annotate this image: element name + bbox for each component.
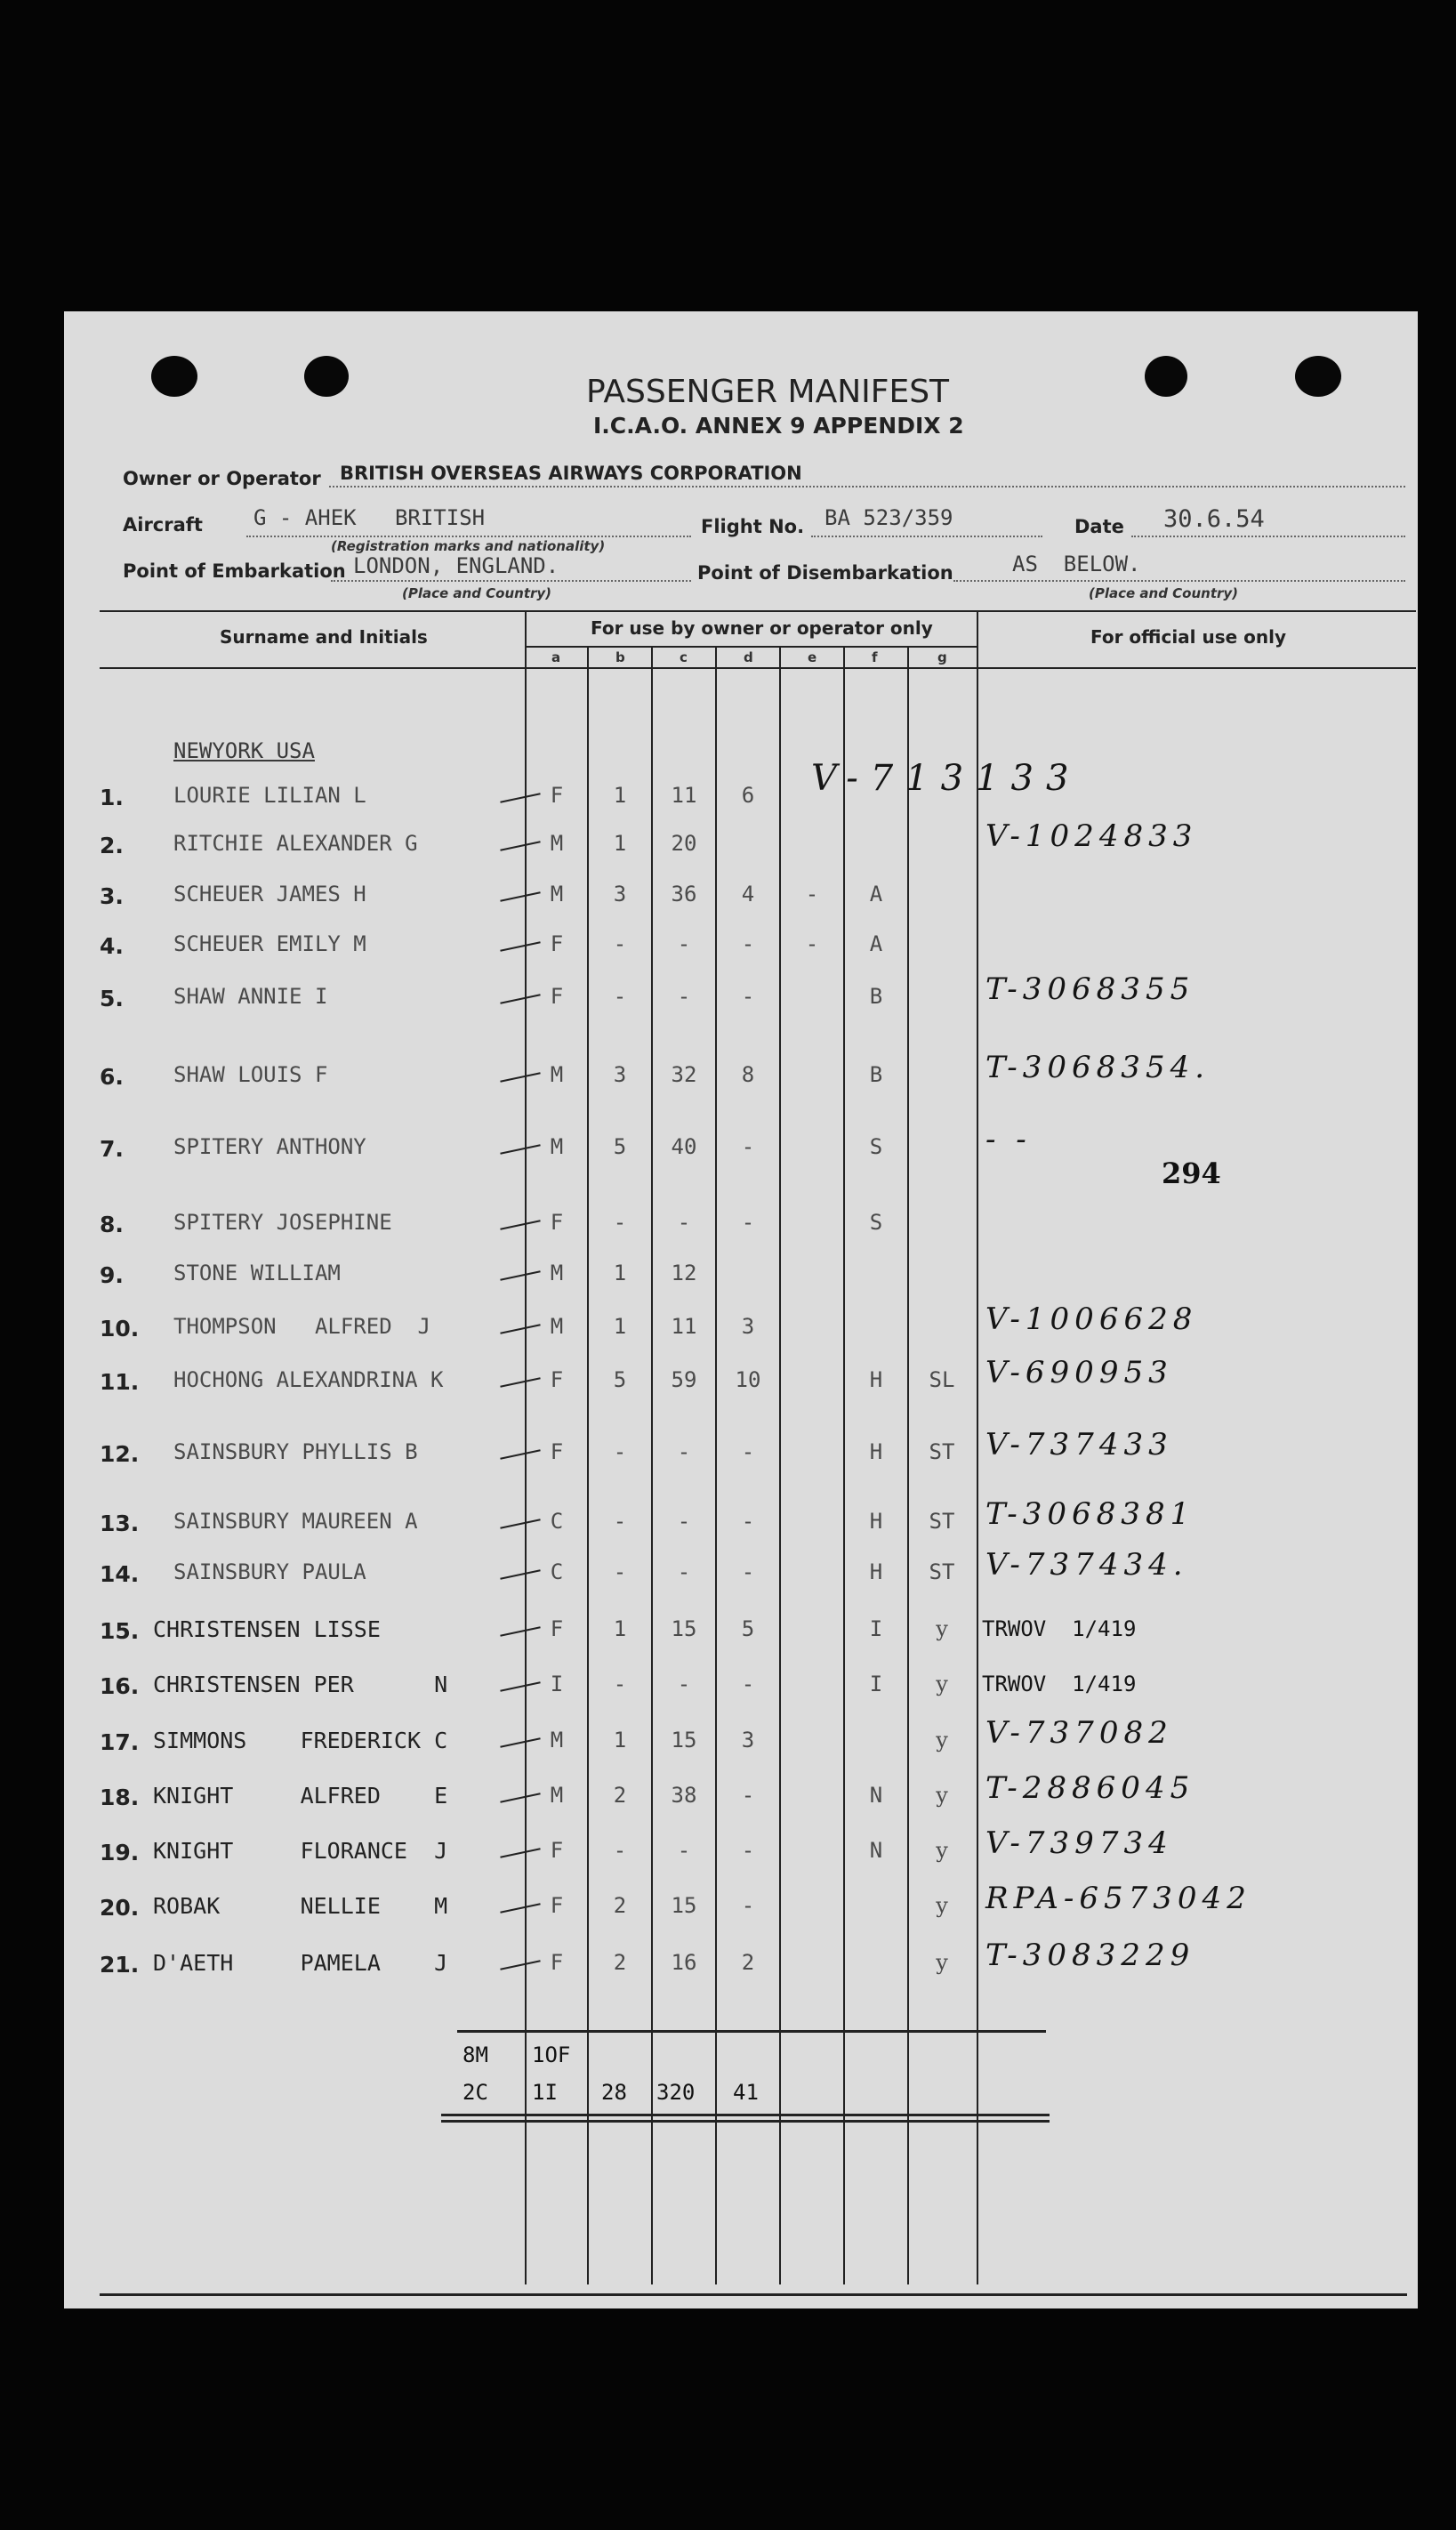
table-header-bottom-border [100,667,1416,669]
subcol-c: c [680,649,688,665]
cell-a: M [550,1134,564,1159]
embark-value: LONDON, ENGLAND. [353,553,559,578]
page-title: PASSENGER MANIFEST [586,374,950,410]
cell-a: M [550,1783,564,1808]
row-number: 12. [100,1441,140,1467]
row-number: 16. [100,1673,140,1699]
cell-d: 4 [741,882,755,906]
cell-a: M [550,831,564,856]
subcol-e: e [808,649,817,665]
cell-b: 3 [613,1062,627,1087]
cell-a: F [550,1210,564,1235]
cell-d: - [741,1838,755,1863]
cell-c: - [677,1210,691,1235]
official-use-entry: T-3068355 [985,971,1195,1007]
cell-g: ST [929,1509,955,1534]
subcol-g: g [937,649,947,665]
cell-b: 1 [613,831,627,856]
cell-b: 1 [613,1616,627,1641]
passenger-name: ROBAK NELLIE M [153,1893,448,1919]
totals-line1-b: 1OF [532,2043,571,2067]
disembark-note: (Place and Country) [1089,585,1239,601]
punch-hole-4 [1295,356,1341,397]
cell-b: 2 [613,1950,627,1975]
row-number: 21. [100,1952,140,1978]
official-use-entry: - - [985,1122,1032,1157]
cell-f: H [869,1439,883,1464]
passenger-name: SHAW LOUIS F [173,1062,328,1087]
totals-double-line-1 [441,2114,1050,2116]
cell-d: - [741,1672,755,1696]
cell-b: 2 [613,1783,627,1808]
disembark-value: AS BELOW. [1012,552,1141,576]
cell-e: - [805,882,819,906]
cell-f: S [869,1210,883,1235]
cell-c: 38 [671,1783,697,1808]
subcol-b: b [615,649,625,665]
cell-c: 15 [671,1728,697,1752]
cell-e: - [805,931,819,956]
cell-b: - [613,1838,627,1863]
owner-value: BRITISH OVERSEAS AIRWAYS CORPORATION [340,463,802,484]
cell-b: 1 [613,1728,627,1752]
passenger-name: LOURIE LILIAN L [173,783,366,808]
disembark-label: Point of Disembarkation [697,562,953,584]
cell-c: 20 [671,831,697,856]
aircraft-value: G - AHEK BRITISH [253,505,486,530]
totals-double-line-2 [441,2120,1050,2123]
cell-c: 15 [671,1893,697,1918]
owner-dotted-line [329,486,1405,487]
col-line-fg [907,648,909,2284]
disembark-dotted-line [953,580,1405,582]
cell-c: - [677,1439,691,1464]
passenger-name: KNIGHT ALFRED E [153,1783,448,1809]
row-number: 3. [100,883,124,909]
cell-c: 11 [671,783,697,808]
flight-label: Flight No. [701,516,805,537]
row-number: 7. [100,1136,124,1162]
cell-d: 8 [741,1062,755,1087]
date-label: Date [1074,516,1124,537]
owner-label: Owner or Operator [123,468,321,489]
header-official-use: For official use only [1090,626,1287,648]
official-use-entry: T-3068381 [985,1496,1195,1532]
totals-line2-b: 1I [532,2080,558,2105]
official-use-entry: TRWOV 1/419 [982,1616,1137,1641]
cell-f: S [869,1134,883,1159]
cell-d: - [741,1783,755,1808]
cell-g: SL [929,1367,955,1392]
official-use-entry: T-2886045 [985,1770,1195,1806]
embark-note: (Place and Country) [402,585,552,601]
cell-a: M [550,1261,564,1285]
section-heading: NEWYORK USA [173,738,315,763]
cell-g: y [936,1783,948,1808]
cell-c: - [677,1559,691,1584]
cell-c: - [677,984,691,1009]
cell-a: F [550,783,564,808]
cell-c: 59 [671,1367,697,1392]
totals-line2-a: 2C [463,2080,488,2105]
cell-b: - [613,1210,627,1235]
cell-c: 12 [671,1261,697,1285]
passenger-name: KNIGHT FLORANCE J [153,1838,448,1864]
cell-b: 5 [613,1367,627,1392]
aircraft-dotted-line [246,536,691,537]
cell-c: 16 [671,1950,697,1975]
passenger-name: SPITERY JOSEPHINE [173,1210,392,1235]
passenger-name: RITCHIE ALEXANDER G [173,831,418,856]
header-surname: Surname and Initials [220,626,428,648]
cell-c: 15 [671,1616,697,1641]
row-number: 13. [100,1511,140,1536]
cell-b: 1 [613,1261,627,1285]
official-use-entry: T-3068354. [985,1050,1211,1085]
cell-g: ST [929,1559,955,1584]
cell-f: B [869,1062,883,1087]
cell-b: - [613,1672,627,1696]
cell-a: M [550,1728,564,1752]
row-number: 19. [100,1840,140,1865]
cell-a: F [550,1367,564,1392]
row-number: 11. [100,1369,140,1395]
cell-a: F [550,1950,564,1975]
passenger-name: STONE WILLIAM [173,1261,341,1285]
cell-a: M [550,1314,564,1339]
official-use-entry: V-1024833 [985,818,1198,854]
row-number: 4. [100,933,124,959]
cell-d: - [741,1134,755,1159]
cell-c: 36 [671,882,697,906]
header-owner-use: For use by owner or operator only [591,617,933,639]
official-use-entry: V-737082 [985,1715,1173,1751]
cell-b: 3 [613,882,627,906]
cell-d: - [741,1439,755,1464]
passenger-name: THOMPSON ALFRED J [173,1314,430,1339]
totals-b: 28 [601,2080,627,2105]
cell-d: - [741,1893,755,1918]
cell-a: C [550,1509,564,1534]
totals-top-line [457,2030,1046,2033]
row-number: 15. [100,1618,140,1644]
cell-c: - [677,1509,691,1534]
punch-hole-1 [151,356,197,397]
cell-d: 3 [741,1728,755,1752]
cell-d: - [741,1509,755,1534]
flight-dotted-line [811,536,1042,537]
cell-f: H [869,1509,883,1534]
flight-value: BA 523/359 [825,505,953,530]
page-subtitle: I.C.A.O. ANNEX 9 APPENDIX 2 [593,413,964,439]
cell-c: 11 [671,1314,697,1339]
cell-f: H [869,1367,883,1392]
cell-g: y [936,1672,948,1696]
official-use-entry: V-713133 [811,758,1082,799]
cell-b: - [613,931,627,956]
cell-g: y [936,1838,948,1863]
punch-hole-3 [1145,356,1187,397]
cell-a: C [550,1559,564,1584]
cell-d: - [741,931,755,956]
passenger-name: SAINSBURY PHYLLIS B [173,1439,418,1464]
cell-b: - [613,1559,627,1584]
cell-g: y [936,1616,948,1641]
official-use-entry: V-690953 [985,1355,1173,1390]
row-number: 14. [100,1561,140,1587]
cell-f: A [869,882,883,906]
cell-c: 32 [671,1062,697,1087]
passenger-name: SCHEUER JAMES H [173,882,366,906]
cell-d: 3 [741,1314,755,1339]
passenger-name: SHAW ANNIE I [173,984,328,1009]
official-use-entry: RPA-6573042 [985,1881,1251,1916]
cell-a: F [550,1838,564,1863]
date-dotted-line [1131,536,1405,537]
passenger-name: HOCHONG ALEXANDRINA K [173,1367,444,1392]
date-value: 30.6.54 [1163,505,1265,533]
cell-f: H [869,1559,883,1584]
totals-d: 41 [733,2080,759,2105]
cell-a: F [550,1893,564,1918]
row-number: 2. [100,833,124,858]
passenger-name: CHRISTENSEN LISSE [153,1616,381,1642]
subcol-a: a [551,649,561,665]
totals-line1-a: 8M [463,2043,488,2067]
cell-d: 6 [741,783,755,808]
embark-dotted-line [331,580,691,582]
stamp-number: 294 [1162,1156,1221,1190]
official-use-entry: V-737433 [985,1427,1173,1462]
row-number: 20. [100,1895,140,1921]
cell-d: - [741,1210,755,1235]
cell-c: 40 [671,1134,697,1159]
manifest-sheet [64,311,1418,2308]
table-top-border [100,610,1416,612]
cell-a: I [550,1672,564,1696]
cell-f: I [869,1672,883,1696]
passenger-name: SAINSBURY PAULA [173,1559,366,1584]
passenger-name: SPITERY ANTHONY [173,1134,366,1159]
official-use-entry: V-1006628 [985,1301,1198,1337]
cell-g: y [936,1950,948,1975]
cell-d: - [741,984,755,1009]
table-bottom-border [100,2293,1407,2296]
passenger-name: SAINSBURY MAUREEN A [173,1509,418,1534]
cell-a: F [550,984,564,1009]
cell-g: y [936,1893,948,1918]
cell-a: F [550,1439,564,1464]
aircraft-label: Aircraft [123,514,203,536]
cell-f: I [869,1616,883,1641]
official-use-entry: V-737434. [985,1547,1188,1583]
cell-a: F [550,1616,564,1641]
row-number: 6. [100,1064,124,1090]
cell-b: 1 [613,783,627,808]
subcol-f: f [872,649,878,665]
cell-b: - [613,1509,627,1534]
row-number: 1. [100,785,124,810]
cell-f: N [869,1783,883,1808]
official-use-entry: V-739734 [985,1825,1173,1861]
cell-c: - [677,931,691,956]
aircraft-note: (Registration marks and nationality) [331,538,606,554]
punch-hole-2 [304,356,349,397]
row-number: 18. [100,1785,140,1810]
passenger-name: D'AETH PAMELA J [153,1950,448,1976]
cell-b: 2 [613,1893,627,1918]
cell-c: - [677,1672,691,1696]
cell-a: M [550,1062,564,1087]
embark-label: Point of Embarkation [123,560,346,582]
cell-d: 2 [741,1950,755,1975]
cell-b: - [613,1439,627,1464]
cell-g: ST [929,1439,955,1464]
cell-d: - [741,1559,755,1584]
cell-d: 5 [741,1616,755,1641]
cell-f: A [869,931,883,956]
totals-c: 320 [656,2080,696,2105]
official-use-entry: T-3083229 [985,1938,1195,1973]
cell-a: M [550,882,564,906]
cell-b: - [613,984,627,1009]
cell-c: - [677,1838,691,1863]
passenger-name: SCHEUER EMILY M [173,931,366,956]
cell-f: B [869,984,883,1009]
cell-b: 1 [613,1314,627,1339]
cell-b: 5 [613,1134,627,1159]
row-number: 5. [100,986,124,1011]
passenger-name: SIMMONS FREDERICK C [153,1728,448,1753]
row-number: 9. [100,1262,124,1288]
subcol-d: d [744,649,753,665]
passenger-name: CHRISTENSEN PER N [153,1672,448,1697]
cell-f: N [869,1838,883,1863]
row-number: 10. [100,1316,140,1342]
cell-a: F [550,931,564,956]
row-number: 8. [100,1212,124,1237]
cell-d: 10 [735,1367,761,1392]
official-use-entry: TRWOV 1/419 [982,1672,1137,1696]
row-number: 17. [100,1729,140,1755]
col-line-official [977,612,978,2284]
cell-g: y [936,1728,948,1752]
